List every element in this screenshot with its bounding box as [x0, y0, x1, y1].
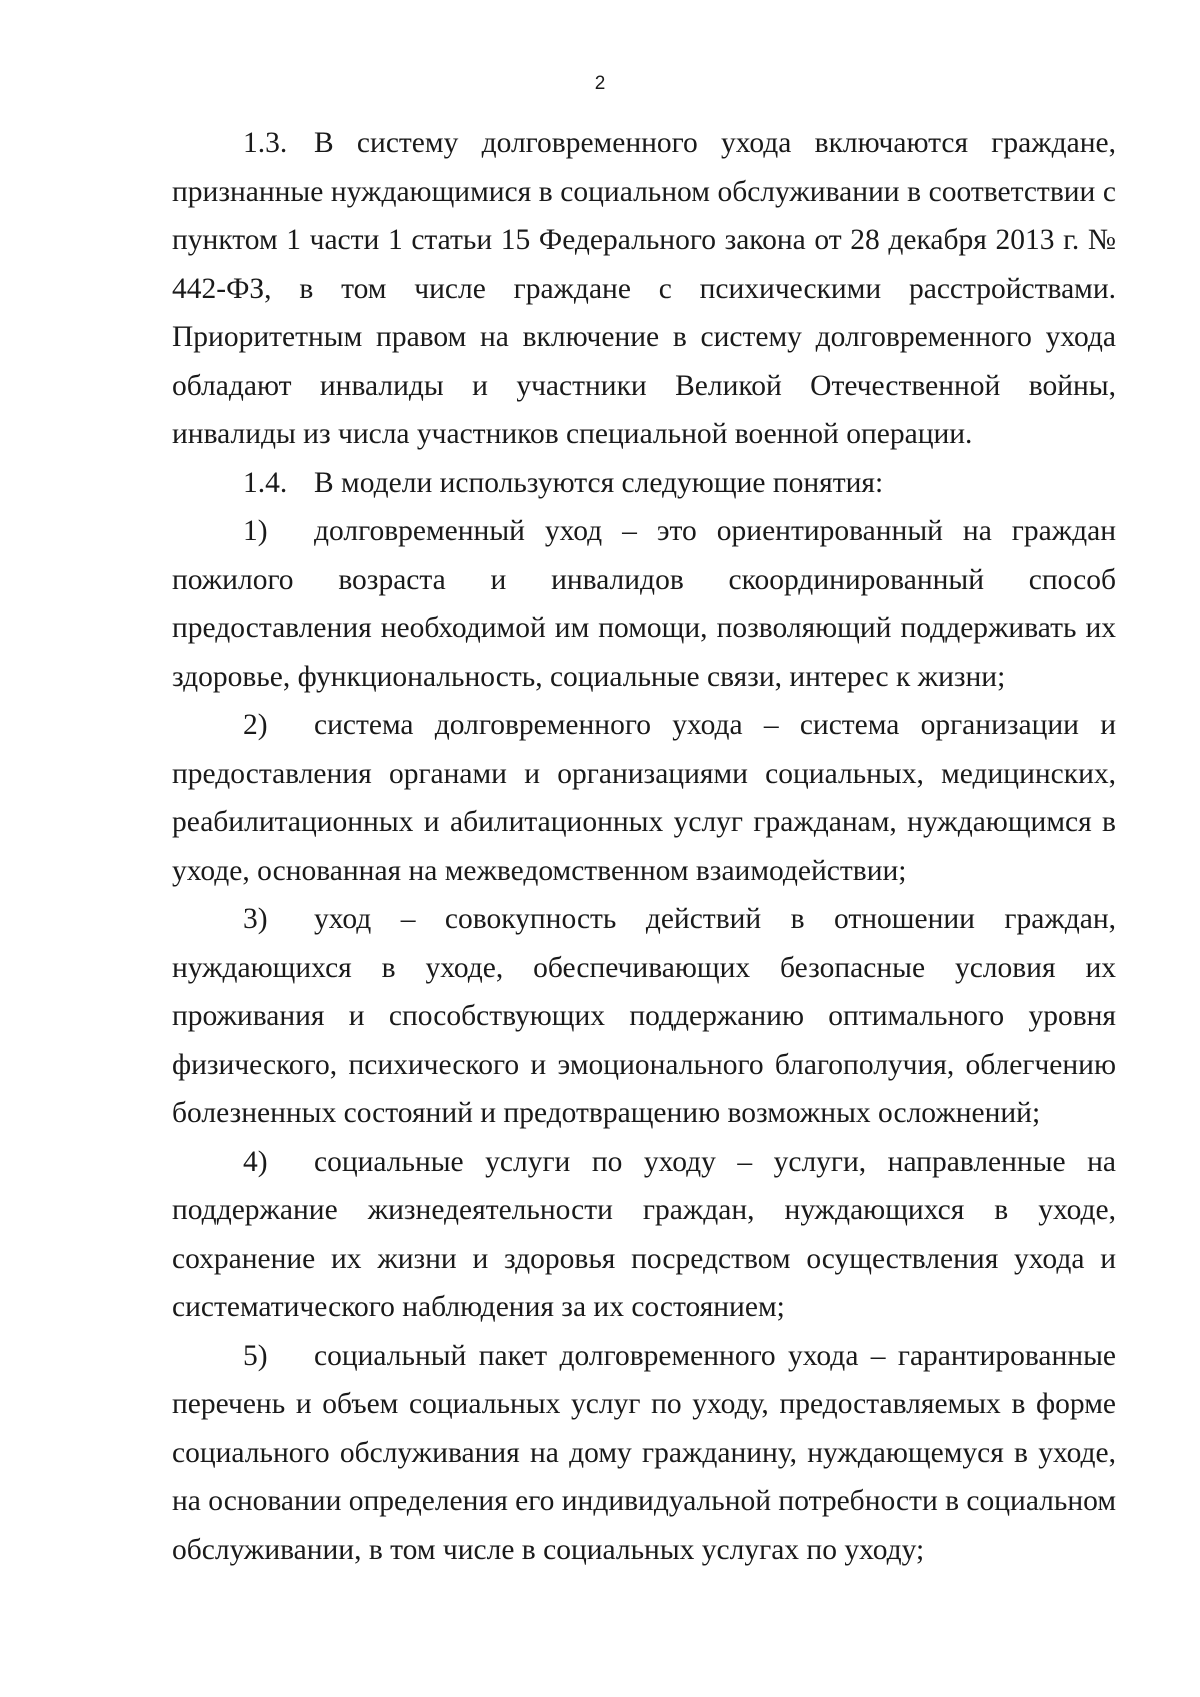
item-text: социальные услуги по уходу – услуги, направленные на поддержание жизнедеятельности граждан, нуждающихся в уходе, сохранение их жизни и здоровья посредством осуществления ухода и систематического наблюдения за их состоянием; — [172, 1145, 1116, 1323]
item-number: 2) — [243, 709, 268, 741]
paragraph-text: В систему долговременного ухода включаются граждане, признанные нуждающимися в социальном обслуживании в соответствии с пунктом 1 части 1 статьи 15 Федерального закона от 28 декабря 2013 г. № 442-ФЗ, в том числе граждане с психическими расстройствами. Приоритетным правом на включение в систему долговременного ухода обладают инвалиды и участники Великой Отечественной войны, инвалиды из числа участников специальной военной операции. — [172, 127, 1116, 450]
paragraph-1-3 — [172, 119, 1116, 459]
definition-item-1 — [172, 507, 1116, 701]
paragraph-text: В модели используются следующие понятия: — [314, 466, 884, 499]
paragraph-number: 1.4. — [243, 466, 288, 499]
paragraph-1-4 — [172, 459, 1116, 508]
item-text: система долговременного ухода – система организации и предоставления органами и организациями социальных, медицинских, реабилитационных и абилитационных услуг гражданам, нуждающимся в уходе, основанная на межведомственном взаимодействии; — [172, 709, 1116, 887]
item-number: 3) — [243, 903, 268, 935]
item-number: 4) — [243, 1145, 268, 1178]
definition-item-5 — [172, 1332, 1116, 1575]
item-number: 1) — [243, 515, 268, 547]
item-text: социальный пакет долговременного ухода – гарантированные перечень и объем социальных услуг по уходу, предоставляемых в форме социального обслуживания на дому гражданину, нуждающемуся в уходе, на основании определения его индивидуальной потребности в социальном обслуживании, в том числе в социальных услугах по уходу; — [172, 1339, 1116, 1566]
document-body — [172, 119, 1116, 1574]
page-number: 2 — [594, 73, 606, 94]
definition-item-3 — [172, 895, 1116, 1138]
item-text: уход – совокупность действий в отношении граждан, нуждающихся в уходе, обеспечивающих безопасные условия их проживания и способствующих поддержанию оптимального уровня физического, психического и эмоционального благополучия, облегчению болезненных состояний и предотвращению возможных осложнений; — [172, 903, 1116, 1129]
definition-item-2 — [172, 701, 1116, 895]
item-text: долговременный уход – это ориентированный на граждан пожилого возраста и инвалидов скоординированный способ предоставления необходимой им помощи, позволяющий поддерживать их здоровье, функциональность, социальные связи, интерес к жизни; — [172, 515, 1116, 693]
definition-item-4 — [172, 1138, 1116, 1332]
paragraph-number: 1.3. — [243, 127, 288, 159]
item-number: 5) — [243, 1339, 268, 1372]
